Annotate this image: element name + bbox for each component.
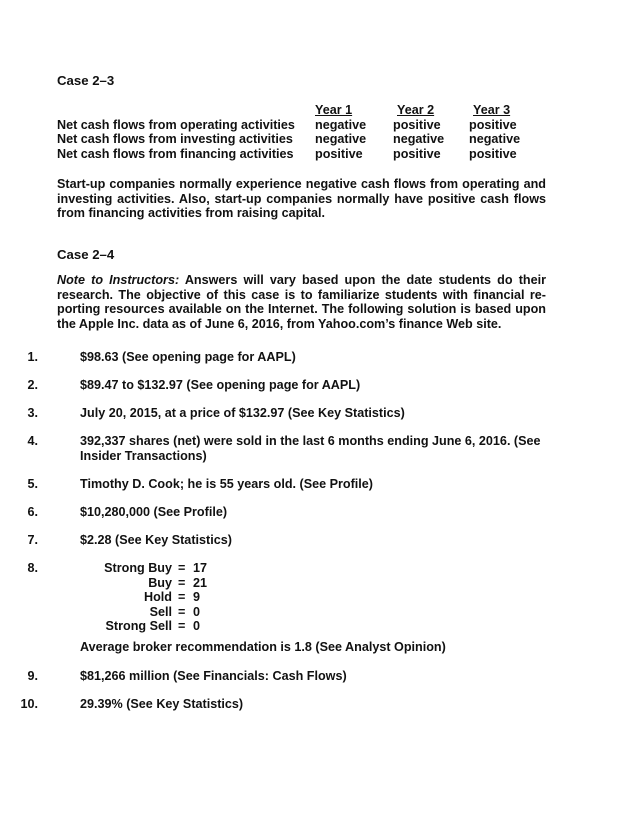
item-text: $2.28 (See Key Statistics)	[80, 533, 232, 547]
rating-value: 17	[193, 561, 208, 575]
cell-year-1: negative	[315, 117, 367, 132]
rating-row	[80, 619, 220, 634]
cash-flow-table	[57, 103, 537, 161]
note-label: Note to Instructors:	[57, 273, 180, 287]
rating-label: Sell	[149, 604, 172, 619]
note-to-instructors	[57, 273, 546, 331]
rating-row	[80, 576, 220, 591]
item-number: 2.	[27, 378, 38, 392]
cell-year-1: negative	[315, 132, 367, 147]
item-number: 6.	[27, 505, 38, 519]
item-text: Insider Transactions)	[80, 449, 207, 463]
rating-row	[80, 605, 220, 620]
item-text: $98.63 (See opening page for AAPL)	[80, 350, 296, 364]
item-number: 3.	[27, 406, 38, 420]
paragraph-line: research. The objective of this case is to familiarize students with financial re-	[57, 287, 546, 302]
item-text: July 20, 2015, at a price of $132.97 (See Key Statistics)	[80, 406, 405, 420]
paragraph-line: the Apple Inc. data as of June 6, 2016, from Yahoo.com’s finance Web site.	[57, 316, 502, 331]
item-number: 10.	[20, 697, 38, 711]
equals-sign: =	[178, 561, 186, 575]
analyst-ratings	[80, 561, 220, 634]
row-label: Net cash flows from operating activities	[57, 117, 295, 132]
paragraph-line: investing activities. Also, start-up companies normally have positive cash flows	[57, 191, 546, 206]
equals-sign: =	[178, 604, 186, 619]
column-header-year-1: Year 1	[315, 103, 353, 117]
item-number: 7.	[27, 533, 38, 547]
table-row	[57, 132, 537, 147]
equals-sign: =	[178, 619, 186, 634]
rating-value: 0	[193, 619, 201, 634]
rating-value: 0	[193, 604, 201, 619]
table-row	[57, 147, 537, 162]
cell-year-2: positive	[393, 146, 441, 161]
rating-row	[80, 590, 220, 605]
equals-sign: =	[178, 590, 186, 605]
note-text: Answers will vary based upon the date students do their	[179, 273, 546, 287]
cell-year-2: positive	[393, 117, 441, 132]
cell-year-3: positive	[469, 146, 517, 161]
item-number: 5.	[27, 477, 38, 491]
item-number: 8.	[27, 561, 38, 575]
cash-flow-table-header	[57, 103, 537, 118]
cell-year-1: positive	[315, 146, 363, 161]
item-text: $10,280,000 (See Profile)	[80, 505, 228, 519]
item-number: 4.	[27, 434, 38, 448]
cell-year-3: negative	[469, 132, 521, 147]
item-text: 29.39% (See Key Statistics)	[80, 697, 244, 711]
paragraph-line: porting resources available on the Internet. The following solution is based upon	[57, 302, 546, 317]
item-number: 9.	[27, 669, 38, 683]
case-2-4-title: Case 2–4	[57, 247, 115, 262]
paragraph-line: from financing activities from raising capital.	[57, 206, 326, 221]
column-header-year-3: Year 3	[473, 103, 511, 117]
column-header-year-2: Year 2	[397, 103, 435, 117]
item-text: $89.47 to $132.97 (See opening page for AAPL)	[80, 378, 361, 392]
item-number: 1.	[27, 350, 38, 364]
rating-label: Strong Sell	[105, 619, 172, 634]
item-text: $81,266 million (See Financials: Cash Flows)	[80, 669, 347, 683]
equals-sign: =	[178, 575, 186, 590]
paragraph-line: Start-up companies normally experience negative cash flows from operating and	[57, 177, 546, 191]
rating-row	[80, 561, 220, 576]
rating-value: 21	[193, 575, 208, 590]
table-row	[57, 118, 537, 133]
rating-label: Hold	[144, 590, 172, 605]
rating-value: 9	[193, 590, 201, 605]
item-text: 392,337 shares (net) were sold in the last 6 months ending June 6, 2016. (See	[80, 434, 541, 448]
case-2-3-explanation	[57, 177, 546, 221]
rating-label: Strong Buy	[104, 561, 172, 575]
item-text: Timothy D. Cook; he is 55 years old. (See Profile)	[80, 477, 374, 491]
row-label: Net cash flows from investing activities	[57, 132, 293, 147]
row-label: Net cash flows from financing activities	[57, 146, 294, 161]
cell-year-3: positive	[469, 117, 517, 132]
average-text: Average broker recommendation is 1.8 (See Analyst Opinion)	[80, 640, 446, 654]
cell-year-2: negative	[393, 132, 445, 147]
rating-label: Buy	[148, 575, 172, 590]
case-2-3-title: Case 2–3	[57, 73, 115, 88]
paragraph-line	[57, 273, 546, 288]
